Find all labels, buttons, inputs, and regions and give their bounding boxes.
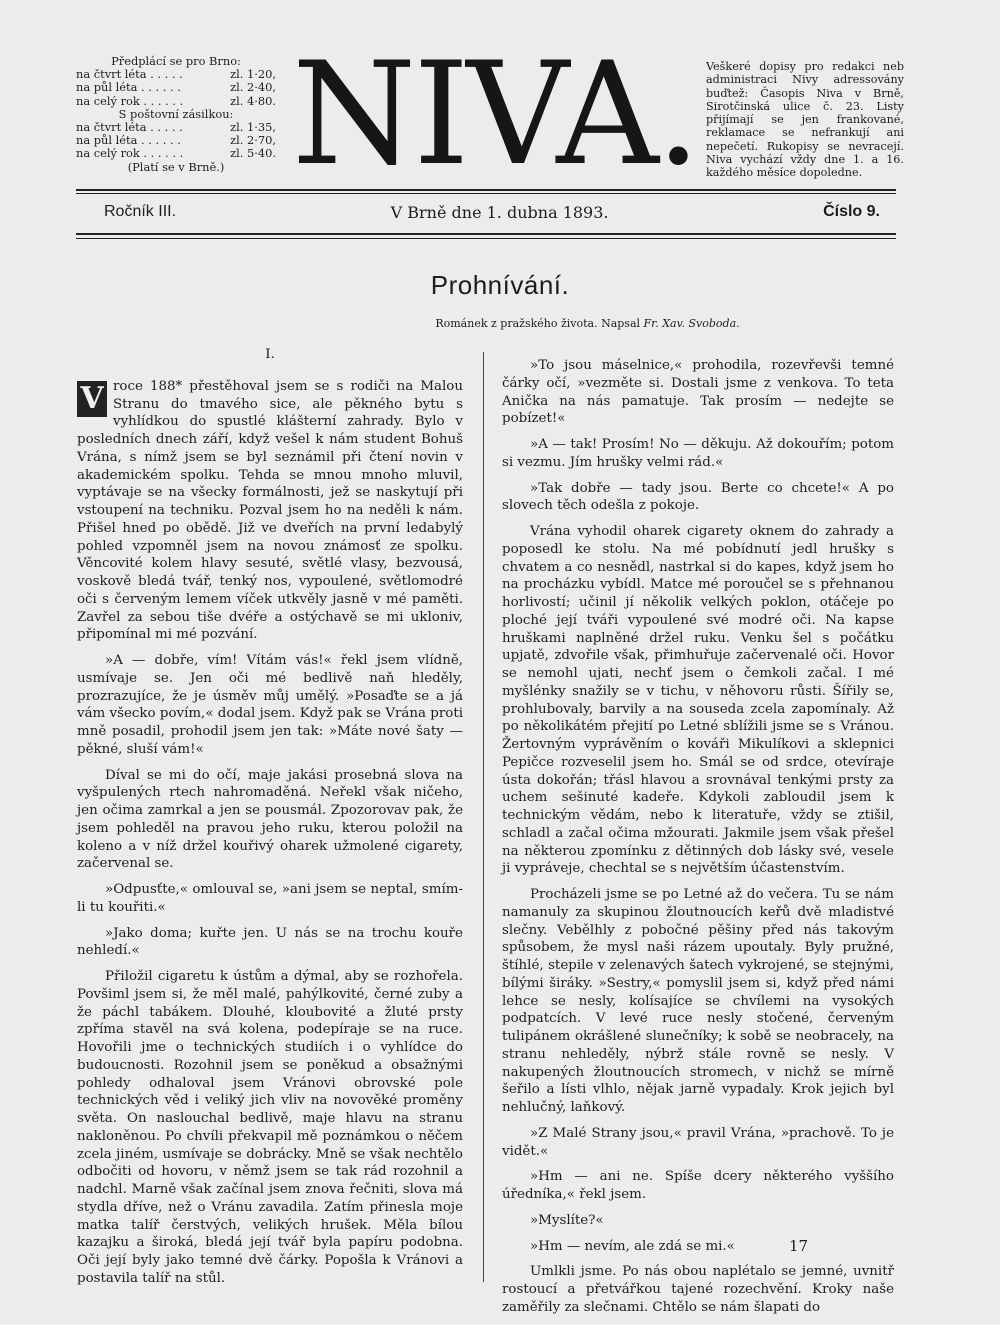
left-column [77,346,463,1296]
paragraph: »Myslíte?« [530,1212,604,1228]
price-row: na čtvrt léta . . . . . zl. 1·35, [76,120,276,135]
masthead-rule [76,189,896,191]
paragraph: »Hm — ani ne. Spíše dcery některého vyššího úředníka,« řekl jsem. [502,1169,894,1202]
paragraph: »To jsou máselnice,« prohodila, rozevřevši temné čárky očí, »vezměte si. Dostali jsme z venkova. To teta Anička na nás pamatuje. Tak prosím — nedejte se pobízet!« [502,358,894,427]
paragraph: »Odpusťte,« omlouval se, »ani jsem se neptal, smím-li tu kouřiti.« [77,882,463,915]
paragraph: Díval se mi do očí, maje jakási prosebná slova na vyšpulených rtech nahromaděná. Neřekl však ničeho, jen očima zamrkal a jen se pousmál. Zpozorovav pak, že jsem pohleděl na pravou jeho ruku, kterou položil na koleno a v níž držel kouřivý oharek užmolené cigarety, začervenal se. [77,767,463,872]
paragraph: Vrána vyhodil oharek cigarety oknem do zahrady a poposedl ke stolu. Na mé pobídnutí jedl hrušky s chvatem a co nesnědl, nastrkal si do kapes, když jsem ho na procházku vybídl. Matce mé poroučel se s přehnanou horlivostí; učinil jí několik velkých poklon, otáčeje po ploché její tváři vypoulené své modré oči. Na kapse hruškami naplněné držel ruku. Venku šel s počátku upjatě, zdvořile však, přimhuřuje začervenalé oči. Hovor se nemohl ujati, nechť jsem o čemkoli začal. I mé myšlénky snažily se v tichu, v něhovoru růsti. Šířily se, prohlubovaly, barvily a na souseda zcela zapomínaly. Až po několikátém přejití po Letné sblížili jsme se s Vránou. Žertovným vyprávěním o kováři Mikulíkovi a sklepnici Pepičce rozveselil jsem ho. Smál se od srdce, otevíraje ústa dokořán; třásl hlavou a srovnával tenkými prsty za uchem sešinuté kadeře. Kdykoli zabloudil jsem k technickým vědám, nebo k literatuře, vždy se ztišil, schladl a začal očima mžourati. Jakmile jsem však přešel na některou zpomínku z dětinných dob lásky své, vesele ji vypráveje, chechtal se s největším účastenstvím. [502,524,894,877]
chapter-number: I. [265,347,275,362]
post-heading: S poštovní zásilkou: [118,106,234,121]
price-row: na čtvrt léta . . . . . zl. 1·20, [76,67,276,82]
editorial-notice: Veškeré dopisy pro redakci neb administraci Nivy adressovány buďtež: Časopis Niva v Brně, Sirotčinská ulice č. 23. Listy přijímají se jen frankované, reklamace se nefrankují ani nepečetí. Rukopisy se nevracejí. Niva vychází vždy dne 1. a 16. každého měsíce dopoledne. [706,60,904,180]
issue-rule-thin [76,238,896,239]
price-row: na celý rok . . . . . . zl. 4·80. [76,93,276,108]
paragraph: »Hm — nevím, ale zdá se mi.« [530,1238,735,1254]
volume: Ročník III. [104,203,177,220]
paragraph: Procházeli jsme se po Letné až do večera. Tu se nám namanuly za skupinou žloutnoucích keřů dvě mladistvé slečny. Vebělhly z pobočné pěšiny před nás takovým spůsobem, že mysl naši rázem upoutaly. Byly pružné, štíhlé, stepile v zelenavých šatech vykrojené, se stejnými, bílými širáky. »Sestry,« pomyslil jsem si, když před námi lehce se nesly, kolísajíce se chvílemi na vysokých podpatcích. V levé ruce nesly stočené, červeným tulipánem okrášlené slunečníky; k sobě se neobracely, na stranu nehleděly, nýbrž stále rovně se nesly. V nakupených žloutnoucích stromech, v nichž se mírně šeřilo a lísti vlhlo, nějak jarně vypadaly. Krok jejich byl nehlučný, laňkový. [502,887,894,1115]
drop-cap: V [77,381,107,417]
paragraph: »A — dobře, vím! Vítám vás!« řekl jsem vlídně, usmívaje se. Jen oči mé bedlivě naň hleděly, prozrazujíce, že je úsměv můj umělý. »Posaďte se a já vám všecko povím,« dodal jsem. Když pak se Vrána proti mně posadil, prohodil jsem jen tak: »Máte nové šaty — pěkné, sluší vám!« [77,653,463,757]
brno-heading: Předplácí se pro Brno: [111,54,241,68]
issue-line [104,203,880,222]
issue-number: Číslo 9. [823,203,880,220]
paragraph: »Jako doma; kuřte jen. U nás se na trochu kouře nehledí.« [77,925,463,959]
page-number: 17 [789,1237,809,1255]
masthead-rule-thin [76,193,896,194]
issue-rule [76,233,896,235]
paragraph: »Z Malé Strany jsou,« pravil Vrána, »prachově. To je vidět.« [502,1125,894,1159]
price-row: na půl léta . . . . . . zl. 2·40, [76,80,276,95]
paragraph: Umlkli jsme. Po nás obou naplétalo se jemné, uvnitř rostoucí a přetvářkou tajené rozechvění. Kroky naše zaměřily za slečnami. Chtělo se nám šlapati do [502,1264,894,1315]
paragraph: Přiložil cigaretu k ústům a dýmal, aby se rozhořela. Povšiml jsem si, že měl malé, pahýlkovité, černé zuby a že páchl tabákem. Dlouhé, kloubovité a žluté prsty zpříma stavěl na svá kolena, podepíraje se na ruce. Hovořili jme o technických studiích i o vyhlídce do budoucnosti. Rozohnil jsem se poněkud a obsažnými pohledy odhaloval jsem Vránovi obrovské pole technických věd i veliký jich vliv na novověké proměny světa. On naslouchal bedlivě, maje hlavu na stranu nakloněnou. Po chvíli překvapil mě poznámkou o něčem zcela jiném, usmívaje se dobrácky. Mně se však nechtělo odbočiti od hovoru, v němž jsem se tak rád rozohnil a nadchl. Marně však začínal jsem znova řečniti, slova má stydla dříve, než o Vránu zavadila. Zatím přinesla moje matka talíř čerstvých, velikých hrušek. Měla bílou kazajku a široká, bledá její tvář byla papíru podobna. Oči její byly jako temné dvě čárky. Popošla k Vránovi a postavila talíř na stůl. [77,969,463,1286]
price-row: na celý rok . . . . . . zl. 5·40. [76,146,276,161]
price-row: na půl léta . . . . . . zl. 2·70, [76,133,276,148]
paragraph: V roce 188* přestěhoval jsem se s rodiči na Malou Stranu do tmavého sice, ale pěkného bytu s vyhlídkou do spustlé klášterní zahrady. Bylo v posledních dnech září, když vešel k nám student Bohuš Vrána, s nímž jsem se byl seznámil při čtení novin v akademickém spolku. Tehda se mnou mnoho mluvil, vyptávaje se na všecky formálnosti, jež se naskytují při vstoupení na techniku. Pozval jsem ho na neděli k nám. Přišel hned po obědě. Již ve dveřích na první ledabylý pohled vzpomněl jsem na novou známosť ze spolku. Věncovité kolem hlavy sesuté, světlé vlasy, bezvousá, voskově bledá tvář, tenký nos, vypoulené, světlomodré oči s červeným lemem víček utkvěly jasně v mé paměti. Zavřel za sebou tiše dvéře a ostýchavě se mi ukloniv, připomínal mi mé pozvání. [77,378,463,643]
masthead-title: NIVA. [292,32,698,197]
author: Fr. Xav. Svoboda. [643,317,740,330]
article-byline: Románek z pražského života. Napsal Fr. Xav. Svoboda. [435,317,740,330]
column-divider [483,352,484,1282]
payment-note: (Platí se v Brně.) [127,159,225,174]
article-title: Prohnívání. [430,270,570,300]
place-date: V Brně dne 1. dubna 1893. [390,203,609,222]
subscription-prices [76,55,276,174]
right-column [502,357,894,1325]
paragraph: »Tak dobře — tady jsou. Berte co chcete!« A po slovech těch odešla z pokoje. [502,480,894,514]
paragraph: »A — tak! Prosím! No — děkuju. Až dokouřím; potom si vezmu. Jím hrušky velmi rád.« [502,437,894,470]
